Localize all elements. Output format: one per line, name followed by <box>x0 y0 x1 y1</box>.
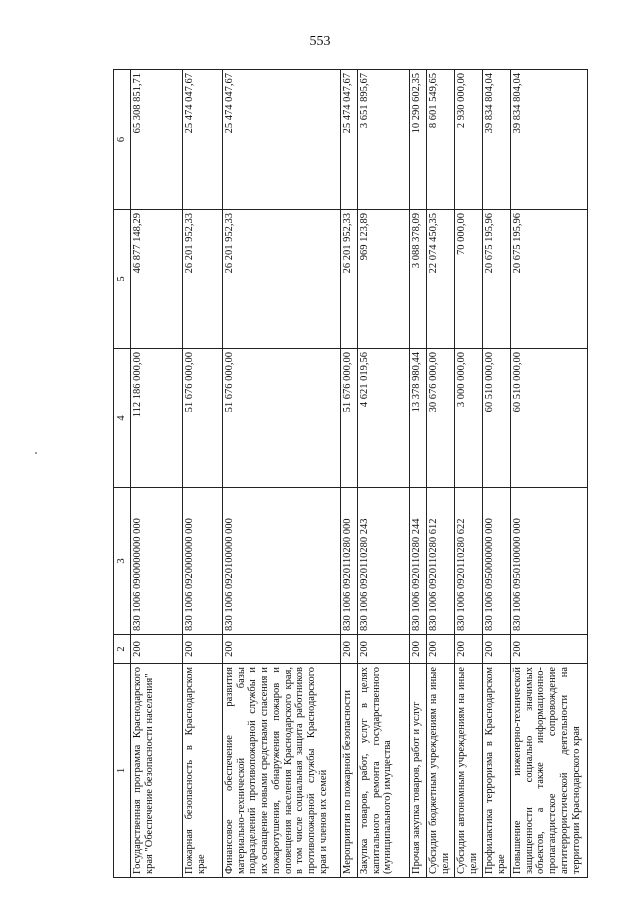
cell-c5: 46 877 148,29 <box>130 210 182 349</box>
cell-c6: 3 651 895,67 <box>357 70 409 210</box>
cell-c4: 30 676 000,00 <box>426 349 454 488</box>
page-number: 553 <box>309 34 331 49</box>
table-row <box>357 70 409 878</box>
cell-code: 830 1006 0950100000 000 <box>510 488 587 635</box>
cell-c5: 26 201 952,33 <box>340 210 357 349</box>
table-row <box>426 70 454 878</box>
table-row <box>482 70 510 878</box>
cell-sub: 200 <box>182 635 222 664</box>
cell-sub: 200 <box>482 635 510 664</box>
cell-name: Пожарная безопасность в Краснодарском крае <box>182 664 222 878</box>
cell-c5: 26 201 952,33 <box>182 210 222 349</box>
cell-name: Государственная программа Краснодарского края "Обеспечение безопасности населения" <box>130 664 182 878</box>
budget-table <box>113 69 588 878</box>
table-row <box>182 70 222 878</box>
column-header: 5 <box>114 210 131 349</box>
cell-name: Финансовое обеспечение развития материально-технической базы подразделений противопожарной службы и их оснащение новыми средствами спасения и пожаротушения, обнаружения пожаров и оповещения населения Краснодарского края, в том числе социальная защита работников противопожарной службы Краснодарского края и членов их семей <box>222 664 340 878</box>
cell-c5: 22 074 450,35 <box>426 210 454 349</box>
table-row <box>130 70 182 878</box>
cell-c5: 20 675 195,96 <box>510 210 587 349</box>
cell-code: 830 1006 0920110280 000 <box>340 488 357 635</box>
header-row <box>114 70 131 878</box>
cell-sub: 200 <box>409 635 426 664</box>
cell-name: Прочая закупка товаров, работ и услуг <box>409 664 426 878</box>
cell-c5: 26 201 952,33 <box>222 210 340 349</box>
cell-sub: 200 <box>426 635 454 664</box>
cell-c5: 70 000,00 <box>454 210 482 349</box>
column-header: 3 <box>114 488 131 635</box>
cell-c4: 4 621 019,56 <box>357 349 409 488</box>
table-row <box>454 70 482 878</box>
column-header: 6 <box>114 70 131 210</box>
cell-name: Закупка товаров, работ, услуг в целях капитального ремонта государственного (муниципального) имущества <box>357 664 409 878</box>
cell-c5: 969 123,89 <box>357 210 409 349</box>
cell-sub: 200 <box>340 635 357 664</box>
cell-name: Субсидии бюджетным учреждениям на иные цели <box>426 664 454 878</box>
cell-name: Мероприятия по пожарной безопасности <box>340 664 357 878</box>
cell-c4: 13 378 980,44 <box>409 349 426 488</box>
cell-c6: 25 474 047,67 <box>222 70 340 210</box>
cell-c4: 3 000 000,00 <box>454 349 482 488</box>
cell-sub: 200 <box>222 635 340 664</box>
cell-c4: 60 510 000,00 <box>482 349 510 488</box>
rotated-table-container <box>113 70 623 878</box>
cell-c5: 3 088 378,09 <box>409 210 426 349</box>
cell-code: 830 1006 0920000000 000 <box>182 488 222 635</box>
cell-c4: 51 676 000,00 <box>182 349 222 488</box>
cell-c6: 39 834 804,04 <box>482 70 510 210</box>
column-header: 4 <box>114 349 131 488</box>
cell-c4: 60 510 000,00 <box>510 349 587 488</box>
cell-name: Повышение инженерно-технической защищенности социально значимых объектов, а также информационно-пропагандистское сопровождение антитеррористической деятельности на территории Краснодарского края <box>510 664 587 878</box>
column-header: 1 <box>114 664 131 878</box>
cell-c6: 10 290 602,35 <box>409 70 426 210</box>
cell-code: 830 1006 0920110280 612 <box>426 488 454 635</box>
cell-c6: 25 474 047,67 <box>182 70 222 210</box>
cell-code: 830 1006 0920110280 622 <box>454 488 482 635</box>
cell-c5: 20 675 195,96 <box>482 210 510 349</box>
cell-name: Субсидии автономным учреждениям на иные цели <box>454 664 482 878</box>
cell-sub: 200 <box>357 635 409 664</box>
cell-sub: 200 <box>454 635 482 664</box>
cell-sub: 200 <box>510 635 587 664</box>
cell-c6: 39 834 804,04 <box>510 70 587 210</box>
cell-code: 830 1006 0920100000 000 <box>222 488 340 635</box>
cell-c4: 51 676 000,00 <box>340 349 357 488</box>
cell-code: 830 1006 0920110280 244 <box>409 488 426 635</box>
cell-code: 830 1006 0950000000 000 <box>482 488 510 635</box>
cell-c6: 8 601 549,65 <box>426 70 454 210</box>
cell-name: Профилактика терроризма в Краснодарском крае <box>482 664 510 878</box>
cell-c6: 25 474 047,67 <box>340 70 357 210</box>
cell-c4: 112 186 000,00 <box>130 349 182 488</box>
table-wrapper <box>113 70 623 878</box>
cell-code: 830 1006 0920110280 243 <box>357 488 409 635</box>
cell-c6: 2 930 000,00 <box>454 70 482 210</box>
cell-c4: 51 676 000,00 <box>222 349 340 488</box>
table-row <box>409 70 426 878</box>
cell-c6: 65 308 851,71 <box>130 70 182 210</box>
cell-code: 830 1006 0900000000 000 <box>130 488 182 635</box>
scan-speck <box>35 452 37 454</box>
table-row <box>510 70 587 878</box>
table-row <box>340 70 357 878</box>
table-row <box>222 70 340 878</box>
column-header: 2 <box>114 635 131 664</box>
cell-sub: 200 <box>130 635 182 664</box>
